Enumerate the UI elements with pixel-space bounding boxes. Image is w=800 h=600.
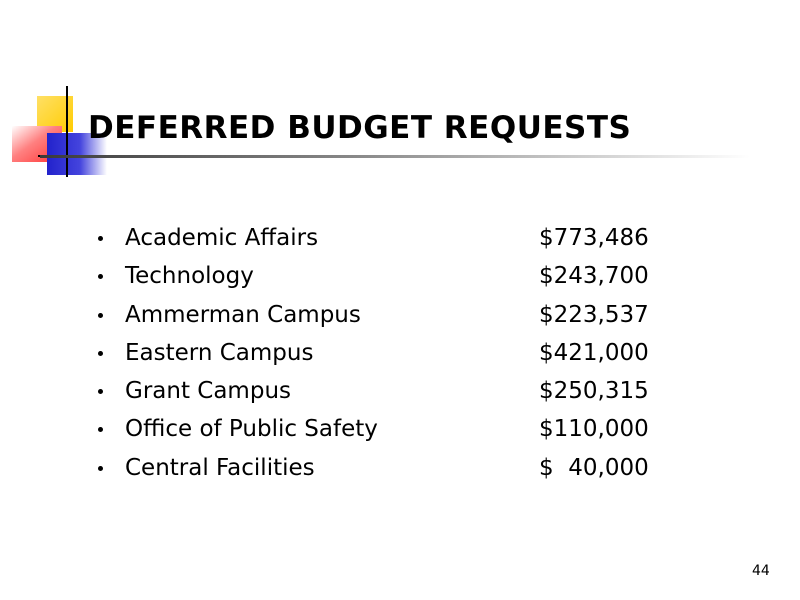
- list-item: [0, 410, 800, 448]
- item-amount: $250,315: [539, 378, 649, 405]
- item-label: Central Facilities: [125, 454, 315, 481]
- bullet-icon: [98, 274, 103, 279]
- item-amount: $421,000: [539, 339, 649, 366]
- item-label: Office of Public Safety: [125, 416, 378, 443]
- bullet-icon: [98, 427, 103, 432]
- list-item: [0, 219, 800, 257]
- page-number: 44: [752, 563, 770, 579]
- item-amount: $110,000: [539, 416, 649, 443]
- item-label: Technology: [125, 263, 254, 290]
- bullet-icon: [98, 236, 103, 241]
- slide-title: DEFERRED BUDGET REQUESTS: [88, 110, 632, 146]
- decorative-squares-logo: [0, 0, 120, 190]
- item-amount: $ 40,000: [539, 454, 649, 481]
- bullet-icon: [98, 389, 103, 394]
- item-label: Ammerman Campus: [125, 301, 361, 328]
- budget-request-list: [0, 219, 800, 487]
- bullet-icon: [98, 313, 103, 318]
- list-item: [0, 257, 800, 295]
- list-item: [0, 449, 800, 487]
- item-amount: $773,486: [539, 225, 649, 251]
- title-underline: [40, 155, 750, 158]
- item-amount: $223,537: [539, 301, 649, 328]
- list-item: [0, 334, 800, 372]
- bullet-icon: [98, 351, 103, 356]
- list-item: [0, 296, 800, 334]
- item-label: Academic Affairs: [125, 225, 319, 251]
- item-amount: $243,700: [539, 263, 649, 290]
- bullet-icon: [98, 466, 103, 471]
- list-item: [0, 372, 800, 410]
- item-label: Eastern Campus: [125, 339, 314, 366]
- item-label: Grant Campus: [125, 378, 291, 405]
